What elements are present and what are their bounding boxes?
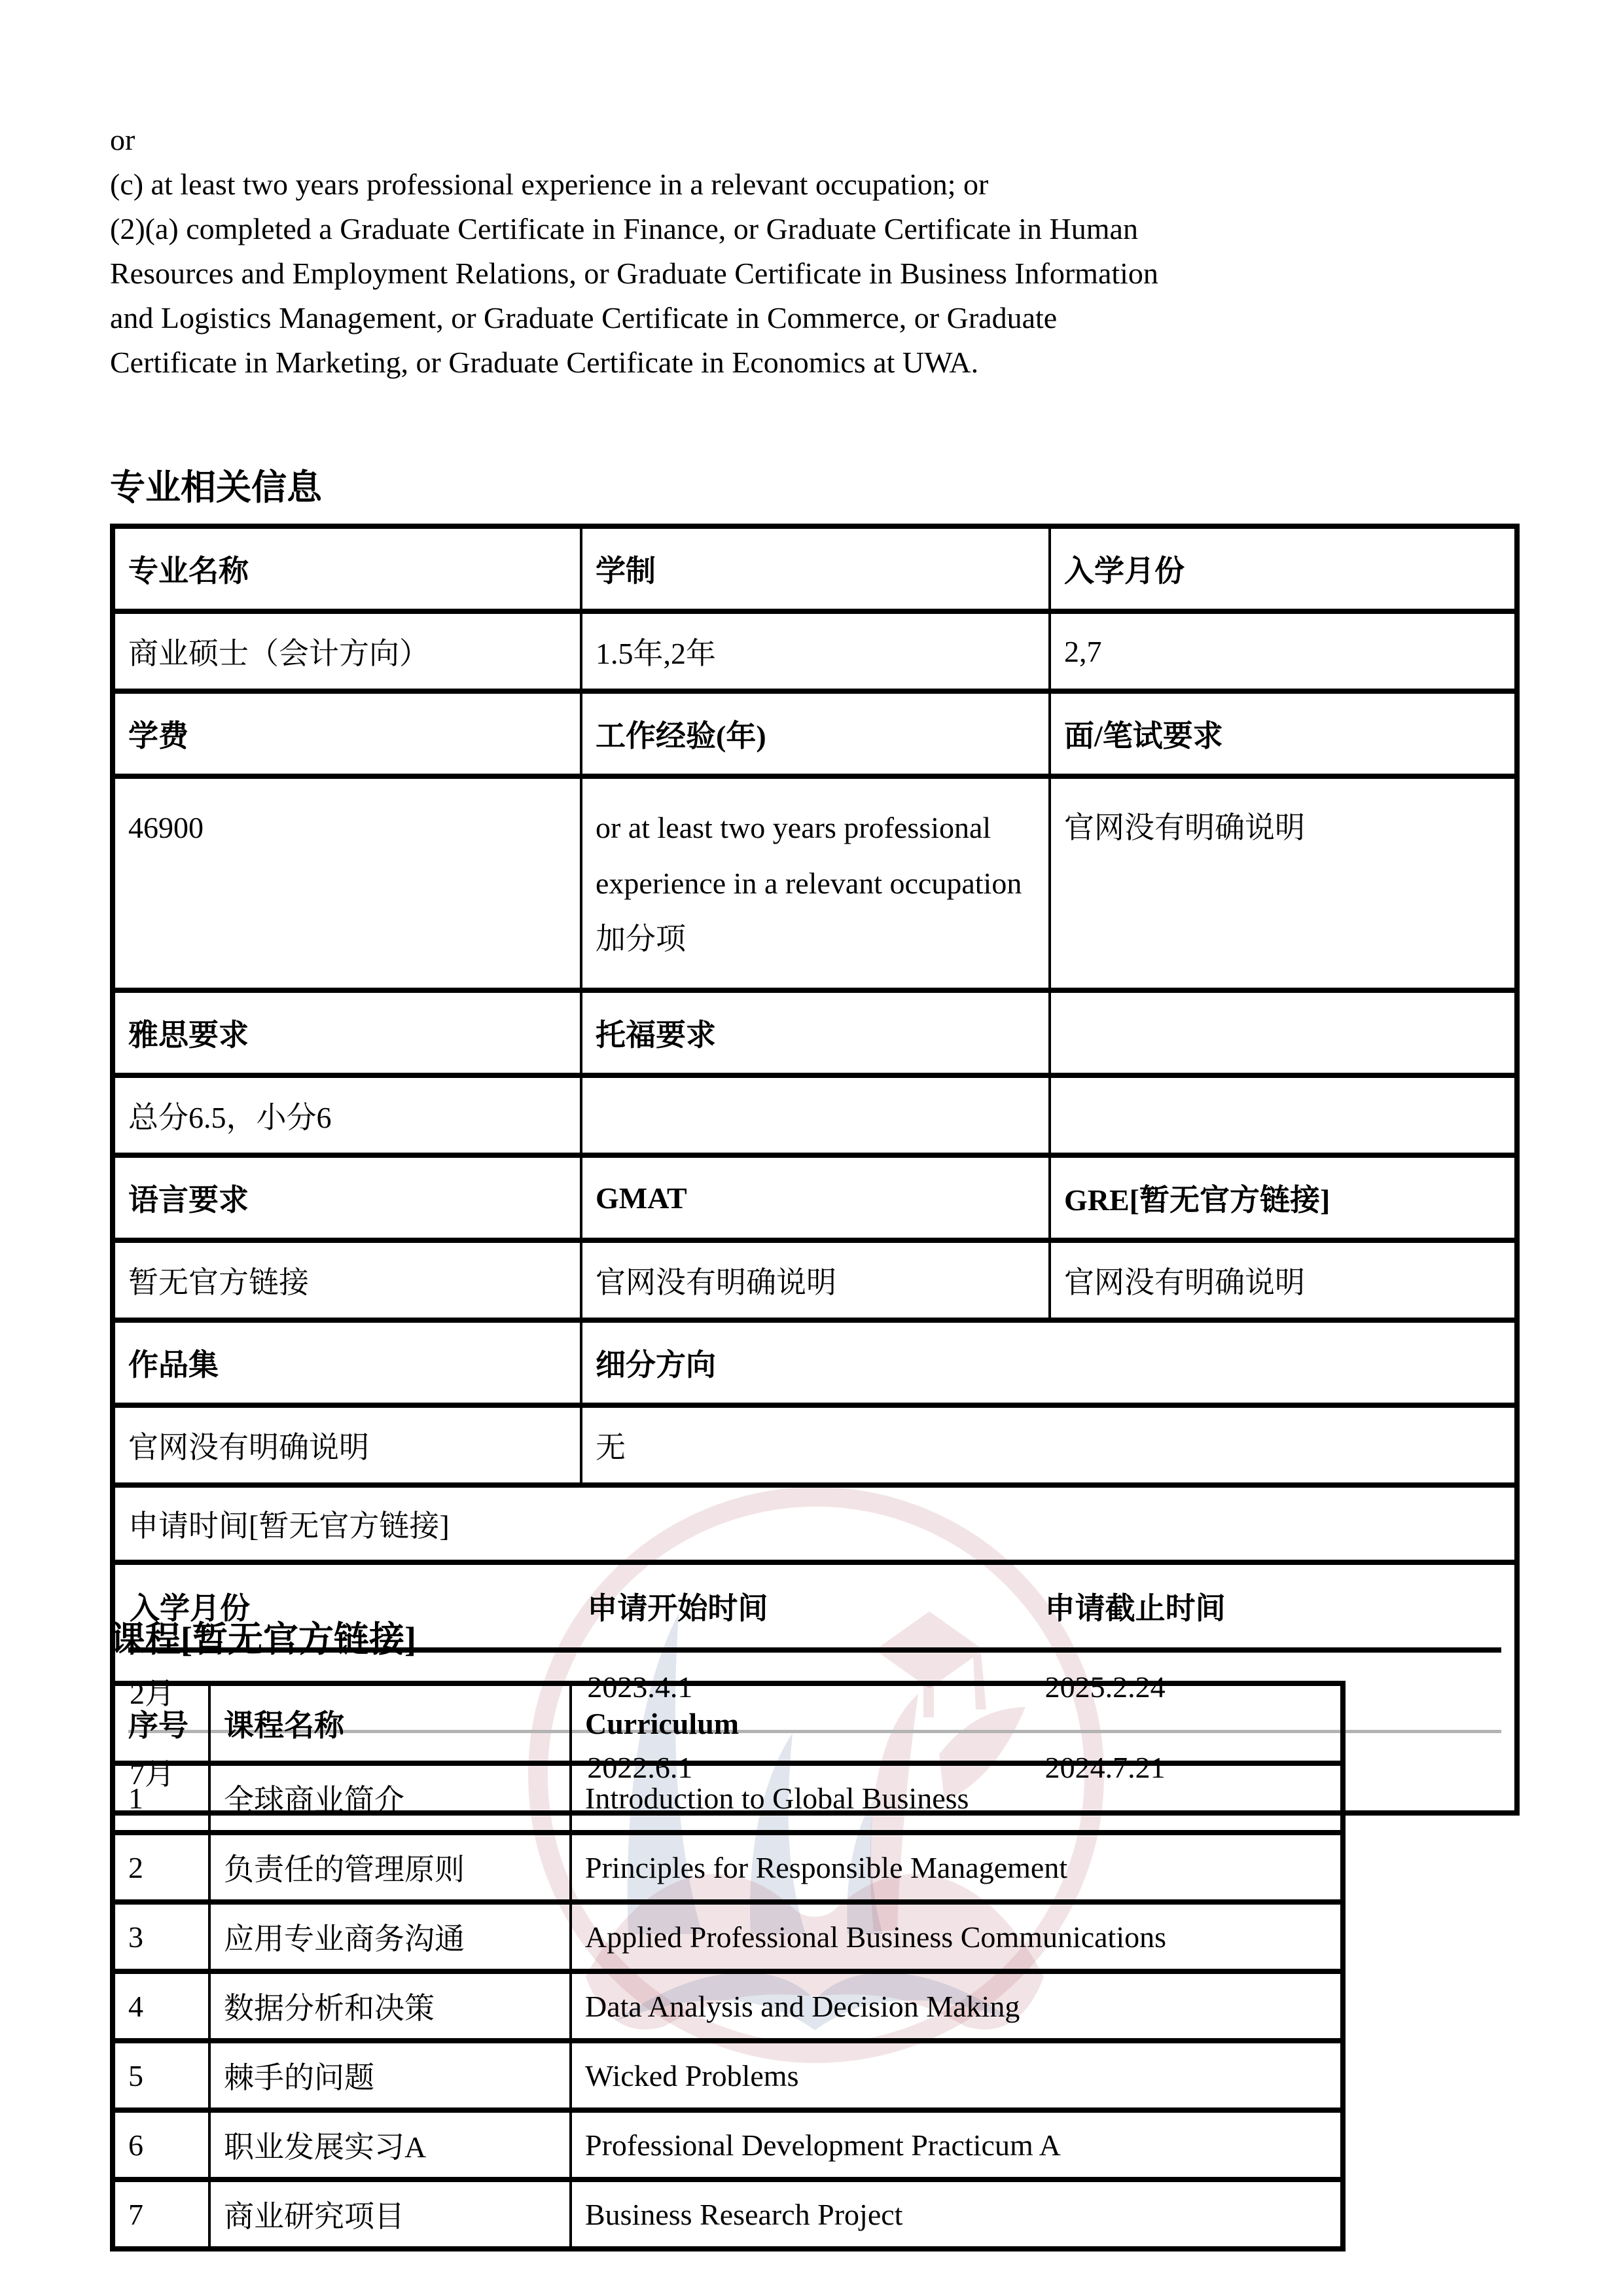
text-line: and Logistics Management, or Graduate Certificate in Commerce, or Graduate <box>110 301 1058 334</box>
data-cell: 官网没有明确说明 <box>113 1405 581 1485</box>
text-line: or <box>110 123 135 156</box>
header-cell: GRE[暂无官方链接] <box>1050 1155 1517 1240</box>
table-row <box>113 990 1517 1075</box>
table-row <box>113 1971 1343 2041</box>
header-cell: GMAT <box>581 1155 1050 1240</box>
data-cell: 全球商业简介 <box>209 1763 571 1833</box>
table-row <box>113 1155 1517 1240</box>
data-cell: 2022.6.1 <box>587 1751 693 1784</box>
header-cell: 细分方向 <box>581 1320 1517 1405</box>
header-cell: Curriculum <box>571 1683 1343 1763</box>
header-cell <box>1050 990 1517 1075</box>
table-row <box>113 1683 1343 1763</box>
table-row <box>113 2041 1343 2110</box>
table-row <box>113 1763 1343 1833</box>
table-row <box>113 1075 1517 1155</box>
header-cell: 入学月份 <box>1050 526 1517 611</box>
table-row <box>113 1902 1343 1971</box>
table-row <box>113 776 1517 990</box>
data-cell: 商业硕士（会计方向） <box>113 611 581 691</box>
table-row <box>113 1485 1517 1562</box>
data-cell: 2025.2.24 <box>1044 1670 1166 1704</box>
data-cell: 暂无官方链接 <box>113 1240 581 1320</box>
header-cell: 专业名称 <box>113 526 581 611</box>
table-row <box>113 1240 1517 1320</box>
data-cell: 应用专业商务沟通 <box>209 1902 571 1971</box>
table-row <box>113 691 1517 776</box>
table-row <box>113 2179 1343 2249</box>
data-cell: 2,7 <box>1050 611 1517 691</box>
data-cell: 官网没有明确说明 <box>581 1240 1050 1320</box>
header-cell: 申请截止时间 <box>1044 1592 1226 1625</box>
section-title-curriculum: 课程[暂无官方链接] <box>110 1620 416 1659</box>
header-cell: 学费 <box>113 691 581 776</box>
data-cell: 7 <box>113 2179 209 2249</box>
data-cell: Data Analysis and Decision Making <box>571 1971 1343 2041</box>
data-cell: 2月 <box>130 1677 175 1710</box>
data-cell: 申请时间[暂无官方链接] <box>113 1485 1517 1562</box>
header-cell: 工作经验(年) <box>581 691 1050 776</box>
data-cell: 2023.4.1 <box>587 1670 693 1704</box>
data-cell: 无 <box>581 1405 1517 1485</box>
data-cell: 2 <box>113 1833 209 1902</box>
data-cell: 46900 <box>113 776 581 990</box>
header-cell: 作品集 <box>113 1320 581 1405</box>
table-row <box>113 526 1517 611</box>
data-cell: 3 <box>113 1902 209 1971</box>
data-cell: 职业发展实习A <box>209 2110 571 2179</box>
header-cell: 雅思要求 <box>113 990 581 1075</box>
header-cell: 入学月份 <box>130 1592 250 1625</box>
text-line: Certificate in Marketing, or Graduate Certificate in Economics at UWA. <box>110 346 979 379</box>
header-cell: 课程名称 <box>209 1683 571 1763</box>
data-cell: 7月 <box>130 1757 175 1791</box>
data-cell: 总分6.5，小分6 <box>113 1075 581 1155</box>
intro-paragraph <box>110 118 1432 385</box>
table-row <box>113 2110 1343 2179</box>
data-cell: 1 <box>113 1763 209 1833</box>
header-cell: 序号 <box>113 1683 209 1763</box>
header-cell: 语言要求 <box>113 1155 581 1240</box>
data-cell: Principles for Responsible Management <box>571 1833 1343 1902</box>
data-cell: 官网没有明确说明 <box>1050 1240 1517 1320</box>
table-row <box>113 1405 1517 1485</box>
data-cell: Wicked Problems <box>571 2041 1343 2110</box>
data-cell: 商业研究项目 <box>209 2179 571 2249</box>
text-line: (c) at least two years professional experience in a relevant occupation; or <box>110 168 989 201</box>
section-title-program-info: 专业相关信息 <box>110 468 322 507</box>
data-cell: Introduction to Global Business <box>571 1763 1343 1833</box>
header-cell: 申请开始时间 <box>587 1592 768 1625</box>
header-cell: 托福要求 <box>581 990 1050 1075</box>
curriculum-table <box>110 1681 1346 2251</box>
data-cell <box>1050 1075 1517 1155</box>
data-cell: Applied Professional Business Communications <box>571 1902 1343 1971</box>
data-cell: or at least two years professional experience in a relevant occupation加分项 <box>581 776 1050 990</box>
data-cell: 2024.7.21 <box>1044 1751 1166 1784</box>
table-row <box>113 1320 1517 1405</box>
data-cell: 数据分析和决策 <box>209 1971 571 2041</box>
data-cell: 5 <box>113 2041 209 2110</box>
text-line: Resources and Employment Relations, or Graduate Certificate in Business Information <box>110 257 1158 290</box>
data-cell: 6 <box>113 2110 209 2179</box>
header-cell: 面/笔试要求 <box>1050 691 1517 776</box>
data-cell: 官网没有明确说明 <box>1050 776 1517 990</box>
data-cell: Business Research Project <box>571 2179 1343 2249</box>
data-cell: 棘手的问题 <box>209 2041 571 2110</box>
data-cell: 负责任的管理原则 <box>209 1833 571 1902</box>
data-cell: 4 <box>113 1971 209 2041</box>
table-row <box>113 1833 1343 1902</box>
text-line: (2)(a) completed a Graduate Certificate in Finance, or Graduate Certificate in Human <box>110 212 1138 245</box>
table-row <box>113 611 1517 691</box>
data-cell: Professional Development Practicum A <box>571 2110 1343 2179</box>
data-cell: 1.5年,2年 <box>581 611 1050 691</box>
data-cell <box>581 1075 1050 1155</box>
header-cell: 学制 <box>581 526 1050 611</box>
